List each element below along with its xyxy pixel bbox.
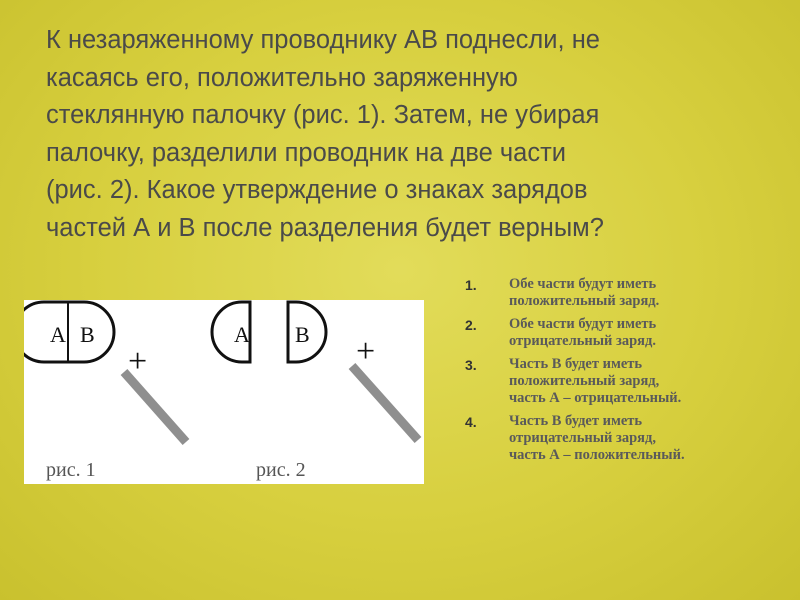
answer-text: [509, 413, 685, 464]
answer-option-3[interactable]: [465, 356, 795, 407]
fig2-label-b: B: [295, 322, 310, 347]
question-line: К незаряженному проводнику АВ поднесли, не: [46, 26, 600, 54]
question-line: частей А и В после разделения будет верным?: [46, 213, 604, 242]
fig1-caption: рис. 1: [46, 459, 96, 481]
answer-line: часть А – отрицательный.: [509, 390, 682, 406]
fig1-plus-sign: +: [128, 343, 148, 380]
answer-line: Часть В будет иметь: [509, 413, 643, 429]
answer-number: 3.: [465, 357, 477, 373]
fig2-caption: рис. 2: [256, 459, 306, 481]
question-line: палочку, разделили проводник на две части: [46, 138, 567, 167]
answer-list: [465, 276, 795, 470]
answer-line: отрицательный заряд.: [509, 333, 656, 349]
answer-number: 1.: [465, 277, 477, 293]
fig2-glass-rod: [352, 366, 418, 440]
answer-line: Часть В будет иметь: [509, 356, 643, 372]
answer-line: отрицательный заряд,: [509, 430, 656, 446]
fig2-label-a: A: [234, 322, 250, 347]
fig2-plus-sign: +: [356, 333, 376, 370]
fig1-glass-rod: [124, 372, 186, 442]
figure-illustration: [24, 300, 424, 484]
fig1-label-b: B: [80, 322, 95, 347]
answer-line: положительный заряд,: [509, 373, 660, 389]
answer-number: 4.: [465, 414, 477, 430]
question-text: [46, 22, 766, 247]
answer-option-4[interactable]: [465, 413, 795, 464]
answer-line: Обе части будут иметь: [509, 276, 657, 292]
answer-option-2[interactable]: [465, 316, 795, 350]
fig1-conductor: [24, 302, 114, 362]
answer-option-1[interactable]: [465, 276, 795, 310]
answer-line: часть А – положительный.: [509, 447, 685, 463]
answer-text: [509, 276, 659, 310]
answer-number: 2.: [465, 317, 477, 333]
answer-line: положительный заряд.: [509, 293, 660, 309]
question-line: (рис. 2). Какое утверждение о знаках зарядов: [46, 176, 588, 204]
answer-text: [509, 316, 656, 350]
question-line: стеклянную палочку (рис. 1). Затем, не убирая: [46, 101, 600, 129]
fig1-label-a: A: [50, 322, 66, 347]
answer-line: Обе части будут иметь: [509, 316, 657, 332]
answer-text: [509, 356, 681, 407]
figure-panel: [24, 300, 424, 484]
question-line: касаясь его, положительно заряженную: [46, 63, 518, 92]
